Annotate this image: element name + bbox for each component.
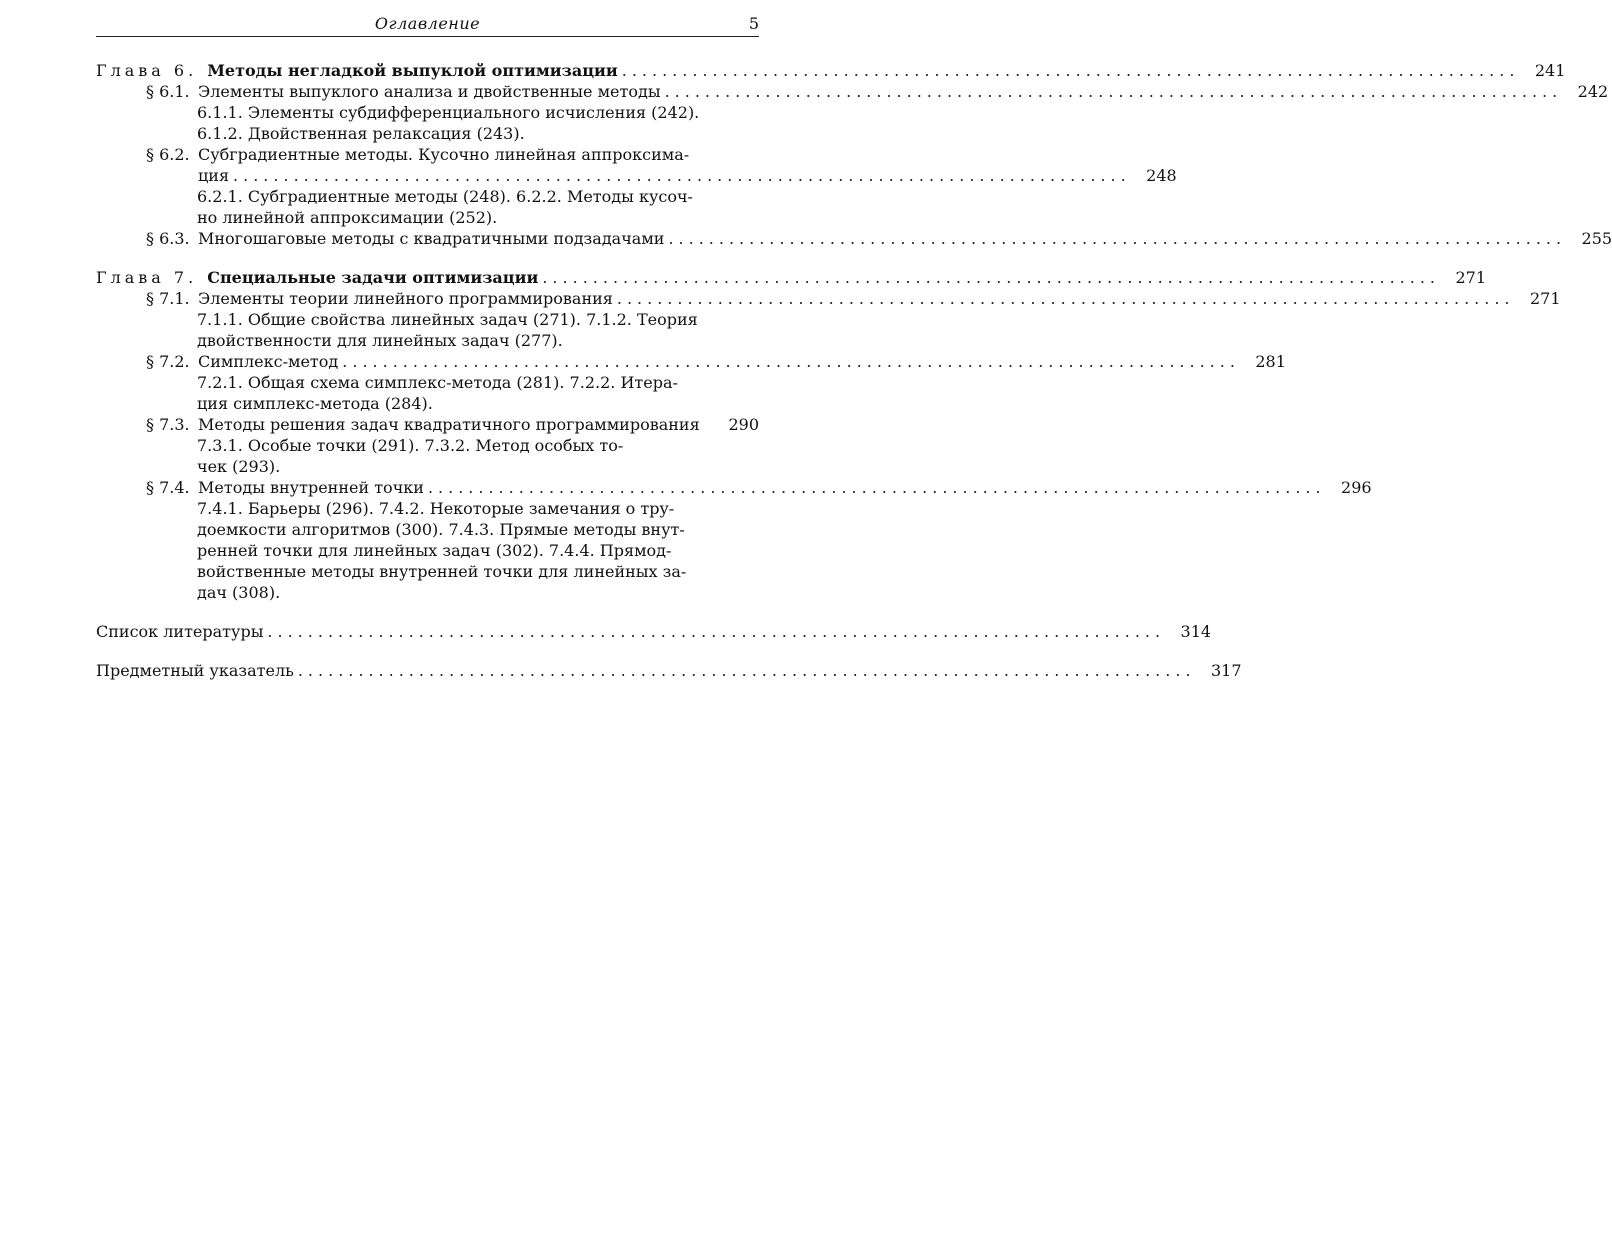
subsection-line: но линейной аппроксимации (252).: [197, 208, 498, 227]
toc-section-7-2[interactable]: [96, 351, 1286, 372]
chapter-title: Специальные задачи оптимизации: [207, 268, 539, 287]
subsection-line: 7.2.1. Общая схема симплекс-метода (281). 7.2.2. Итера-: [197, 373, 678, 392]
toc-section-6-1[interactable]: [96, 81, 1609, 102]
spacer: [96, 603, 759, 621]
page-number: 5: [748, 14, 759, 33]
subsection-line: 7.4.1. Барьеры (296). 7.4.2. Некоторые замечания о тру-: [197, 499, 675, 518]
subsection-line: 6.1.1. Элементы субдифференциального исчисления (242).: [197, 103, 700, 122]
back-matter-title: Список литературы: [96, 622, 264, 641]
subsection-list: [96, 435, 707, 477]
chapter-page: 241: [1534, 61, 1566, 80]
section-number: § 6.1.: [146, 82, 190, 101]
dot-leader: .........................................................................................: [668, 229, 1567, 248]
toc-section-6-3[interactable]: [96, 228, 1612, 249]
section-title: Элементы выпуклого анализа и двойственные методы: [198, 82, 661, 101]
dot-leader: .........................................................................................: [427, 478, 1326, 497]
section-page: 248: [1146, 166, 1177, 185]
section-page: 296: [1341, 478, 1372, 497]
subsection-line: чек (293).: [197, 457, 281, 476]
running-head: [96, 14, 759, 37]
subsection-line: ция симплекс-метода (284).: [197, 394, 433, 413]
back-matter-page: 314: [1180, 622, 1212, 641]
toc-section-7-3[interactable]: [96, 414, 759, 435]
dot-leader: .........................................................................................: [267, 622, 1166, 641]
chapter-label: Глава 7.: [96, 268, 198, 287]
subsection-list: [96, 309, 707, 351]
spacer: [96, 642, 759, 660]
spacer: [96, 249, 759, 267]
section-page: 271: [1529, 289, 1561, 308]
subsection-list: [96, 498, 707, 603]
page-title: Оглавление: [374, 14, 481, 33]
dot-leader: .........................................................................................: [664, 82, 1563, 101]
toc-subject-index[interactable]: [96, 660, 1242, 681]
dot-leader: .........................................................................................: [233, 166, 1131, 185]
subsection-line: доемкости алгоритмов (300). 7.4.3. Прямые методы внут-: [197, 520, 685, 539]
section-number: § 7.4.: [146, 478, 190, 497]
section-number: § 7.3.: [146, 415, 190, 434]
section-number: § 7.2.: [146, 352, 190, 371]
section-title: Методы решения задач квадратичного программирования: [198, 415, 700, 434]
subsection-line: ренней точки для линейных задач (302). 7.4.4. Прямод-: [197, 541, 672, 560]
chapter-page: 271: [1455, 268, 1486, 287]
subsection-list: [96, 102, 707, 144]
back-matter-title: Предметный указатель: [96, 661, 294, 680]
section-page: 281: [1255, 352, 1286, 371]
toc-chapter-7[interactable]: [96, 267, 1486, 288]
section-title: Элементы теории линейного программирования: [198, 289, 613, 308]
subsection-line: 6.2.1. Субградиентные методы (248). 6.2.2. Методы кусоч-: [197, 187, 693, 206]
subsection-line: дач (308).: [197, 583, 281, 602]
toc-section-7-1[interactable]: [96, 288, 1561, 309]
subsection-line: двойственности для линейных задач (277).: [197, 331, 563, 350]
section-page: 242: [1577, 82, 1609, 101]
section-title-continued: ция: [198, 166, 230, 185]
dot-leader: .........................................................................................: [542, 268, 1440, 287]
dot-leader: .........................................................................................: [616, 289, 1515, 308]
section-title: Симплекс-метод: [198, 352, 339, 371]
table-of-contents: [96, 60, 1612, 681]
subsection-list: [96, 372, 707, 414]
section-title: Субградиентные методы. Кусочно линейная аппроксима-: [198, 145, 690, 164]
dot-leader: .........................................................................................: [297, 661, 1196, 680]
toc-chapter-6[interactable]: [96, 60, 1566, 81]
subsection-list: [96, 186, 707, 228]
toc-section-6-2[interactable]: [96, 144, 759, 165]
subsection-line: 7.3.1. Особые точки (291). 7.3.2. Метод особых то-: [197, 436, 624, 455]
section-number: § 7.1.: [146, 289, 190, 308]
section-title: Многошаговые методы с квадратичными подзадачами: [198, 229, 665, 248]
toc-section-7-4[interactable]: [96, 477, 1372, 498]
chapter-title: Методы негладкой выпуклой оптимизации: [207, 61, 618, 80]
chapter-label: Глава 6.: [96, 61, 198, 80]
toc-section-6-2-continued[interactable]: [96, 165, 1177, 186]
subsection-line: войственные методы внутренней точки для линейных за-: [197, 562, 687, 581]
toc-bibliography[interactable]: [96, 621, 1212, 642]
section-number: § 6.2.: [146, 145, 190, 164]
dot-leader: .........................................................................................: [342, 352, 1240, 371]
section-title: Методы внутренней точки: [198, 478, 424, 497]
section-page: 290: [728, 415, 759, 434]
section-number: § 6.3.: [146, 229, 190, 248]
subsection-line: 6.1.2. Двойственная релаксация (243).: [197, 124, 525, 143]
dot-leader: .........................................................................................: [621, 61, 1520, 80]
section-page: 255: [1581, 229, 1612, 248]
subsection-line: 7.1.1. Общие свойства линейных задач (271). 7.1.2. Теория: [197, 310, 698, 329]
back-matter-page: 317: [1210, 661, 1242, 680]
